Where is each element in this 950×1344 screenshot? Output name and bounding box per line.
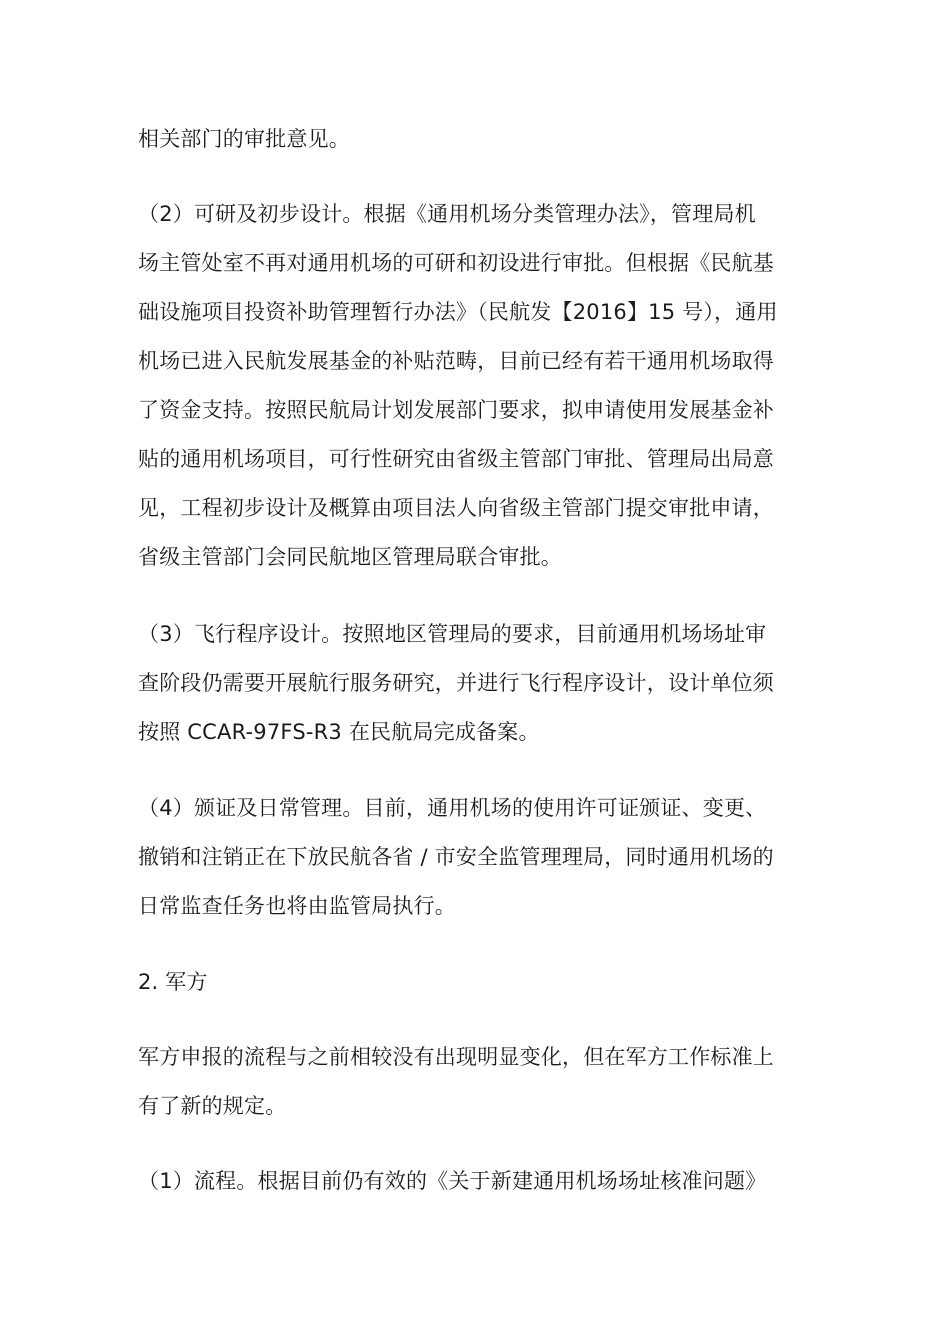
paragraph-line: 贴的通用机场项目，可行性研究由省级主管部门审批、管理局出局意: [138, 447, 774, 471]
paragraph-line: 相关部门的审批意见。: [138, 127, 350, 151]
paragraph-line: 见，工程初步设计及概算由项目法人向省级主管部门提交审批申请，: [138, 496, 774, 520]
paragraph-line: （4）颁证及日常管理。目前，通用机场的使用许可证颁证、变更、: [138, 796, 767, 820]
paragraph-line: 查阶段仍需要开展航行服务研究，并进行飞行程序设计，设计单位须: [138, 671, 774, 695]
paragraph-line: 机场已进入民航发展基金的补贴范畴，目前已经有若干通用机场取得: [138, 349, 774, 373]
paragraph-line: （1）流程。根据目前仍有效的《关于新建通用机场场址核准问题》: [138, 1169, 767, 1193]
paragraph-line: 了资金支持。按照民航局计划发展部门要求，拟申请使用发展基金补: [138, 398, 774, 422]
paragraph-line: 有了新的规定。: [138, 1094, 287, 1118]
paragraph-line: 场主管处室不再对通用机场的可研和初设进行审批。但根据《民航基: [138, 251, 774, 275]
paragraph-line: 日常监查任务也将由监管局执行。: [138, 894, 456, 918]
paragraph-line: 军方申报的流程与之前相较没有出现明显变化，但在军方工作标准上: [138, 1045, 774, 1069]
paragraph-line: 础设施项目投资补助管理暂行办法》（民航发【2016】15 号），通用: [138, 300, 778, 324]
paragraph-line: 按照 CCAR-97FS-R3 在民航局完成备案。: [138, 720, 540, 744]
paragraph-line: （2）可研及初步设计。根据《通用机场分类管理办法》，管理局机: [138, 202, 756, 226]
paragraph-line: 省级主管部门会同民航地区管理局联合审批。: [138, 545, 562, 569]
paragraph-line: （3）飞行程序设计。按照地区管理局的要求，目前通用机场场址审: [138, 622, 767, 646]
paragraph-line: 撤销和注销正在下放民航各省 / 市安全监管理理局，同时通用机场的: [138, 845, 774, 869]
section-heading: 2. 军方: [138, 970, 208, 994]
